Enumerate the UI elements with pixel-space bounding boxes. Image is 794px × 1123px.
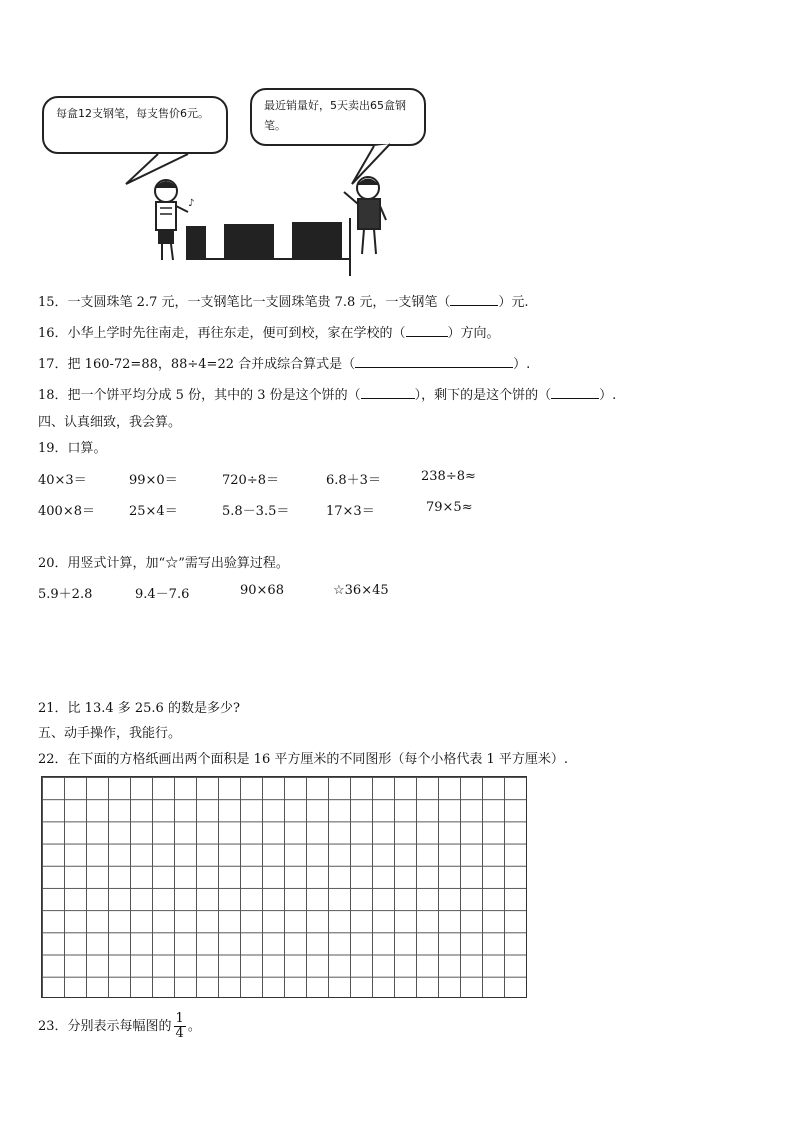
- fraction-numerator: 1: [175, 1011, 184, 1026]
- question-15-tail: ）元.: [498, 295, 529, 310]
- answer-blank[interactable]: [450, 292, 498, 306]
- vertical-calc-item: 5.9＋2.8: [38, 587, 93, 602]
- answer-blank[interactable]: [551, 385, 599, 399]
- grid-paper[interactable]: [41, 776, 527, 998]
- speech-bubble-left: 每盒12支钢笔，每支售价6元。: [42, 96, 228, 154]
- calc-item: 25×4＝: [129, 504, 178, 519]
- question-17-text: 17．把 160-72=88，88÷4=22 合并成综合算式是（: [38, 357, 356, 372]
- section-4-heading: 四、认真细致，我会算。: [38, 415, 182, 430]
- illustration-drawing: [38, 88, 398, 278]
- vertical-calc-item: 9.4－7.6: [135, 587, 190, 602]
- answer-blank[interactable]: [355, 354, 513, 368]
- question-15: [38, 291, 529, 310]
- question-20-title: 20．用竖式计算，加“☆”需写出验算过程。: [38, 556, 289, 571]
- answer-blank[interactable]: [361, 385, 415, 399]
- question-23-text: 23．分别表示每幅图的: [38, 1019, 172, 1034]
- fraction: [174, 1012, 186, 1041]
- question-23-tail: 。: [187, 1019, 201, 1034]
- illustration: [38, 88, 406, 278]
- calc-item: 720÷8＝: [222, 473, 279, 488]
- vertical-calc-item: ☆36×45: [333, 583, 389, 598]
- calc-item: 17×3＝: [326, 504, 375, 519]
- question-16-tail: ）方向。: [447, 326, 500, 341]
- question-23: [38, 1012, 201, 1041]
- calc-item: 5.8－3.5＝: [222, 504, 290, 519]
- question-22: 22．在下面的方格纸画出两个面积是 16 平方厘米的不同图形（每个小格代表 1 平方厘米）.: [38, 752, 569, 767]
- svg-text:♪: ♪: [188, 198, 195, 209]
- question-17: [38, 353, 530, 372]
- answer-blank[interactable]: [406, 323, 448, 337]
- section-5-heading: 五、动手操作，我能行。: [38, 726, 182, 741]
- calc-item: 40×3＝: [38, 473, 87, 488]
- question-17-tail: ）.: [513, 357, 531, 372]
- speech-bubble-right: 最近销量好，5天卖出65盒钢笔。: [250, 88, 426, 146]
- question-18-text: 18．把一个饼平均分成 5 份，其中的 3 份是这个饼的（: [38, 388, 361, 403]
- calc-item: 400×8＝: [38, 504, 95, 519]
- question-18: [38, 384, 616, 403]
- question-21: 21．比 13.4 多 25.6 的数是多少?: [38, 701, 240, 716]
- question-19-title: 19．口算。: [38, 441, 107, 456]
- question-18-tail: ）.: [599, 388, 617, 403]
- question-18-mid: ），剩下的是这个饼的（: [414, 388, 552, 403]
- calc-item: 6.8＋3＝: [326, 473, 381, 488]
- question-16: [38, 322, 500, 341]
- vertical-calc-item: 90×68: [240, 583, 284, 598]
- calc-item: 79×5≈: [426, 500, 473, 515]
- question-16-text: 16．小华上学时先往南走，再往东走，便可到校，家在学校的（: [38, 326, 406, 341]
- calc-item: 238÷8≈: [421, 469, 476, 484]
- calc-item: 99×0＝: [129, 473, 178, 488]
- question-15-text: 15．一支圆珠笔 2.7 元，一支钢笔比一支圆珠笔贵 7.8 元，一支钢笔（: [38, 295, 451, 310]
- fraction-denominator: 4: [175, 1026, 184, 1041]
